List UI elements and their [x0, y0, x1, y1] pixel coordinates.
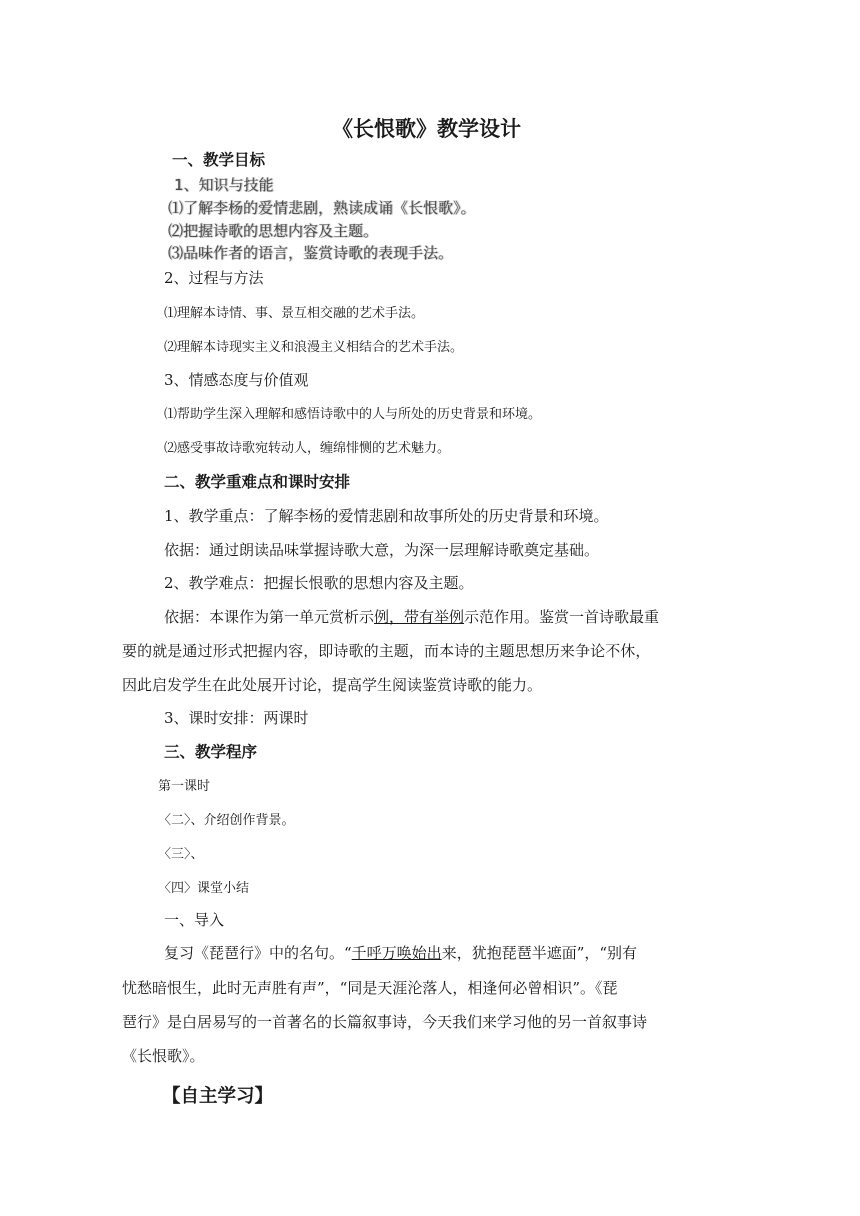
- class-hours: 3、课时安排：两课时: [164, 709, 309, 727]
- intro-line-4: 《长恨歌》。: [122, 1047, 205, 1065]
- subsection-emotion-values: 3、情感态度与价值观: [164, 371, 309, 389]
- first-lesson-label: 第一课时: [158, 779, 211, 794]
- key-point-text: 1、教学重点：了解李杨的爱情悲剧和故事所处的历史背景和环境。: [164, 507, 609, 525]
- section-2-heading: 二、教学重难点和课时安排: [164, 473, 351, 491]
- intro-text-a: 复习《琵琶行》中的名句。“: [164, 944, 352, 962]
- difficulty-text: 2、教学难点：把握长恨歌的思想内容及主题。: [164, 574, 474, 592]
- intro-line-2: 忧愁暗恨生，此时无声胜有声”，“同是天涯沦落人，相逢何必曾相识”。《琵: [122, 979, 618, 997]
- objective-item-1: ⑴了解李杨的爱情悲剧，熟读成诵《长恨歌》。: [168, 199, 476, 217]
- page-title: 《长恨歌》教学设计: [332, 116, 521, 141]
- procedure-item-2: 〈二〉、介绍创作背景。: [158, 813, 295, 828]
- self-study-heading: 【自主学习】: [162, 1086, 274, 1107]
- intro-text-c: 来，犹抱琵琶半遮面”，“别有: [441, 944, 638, 962]
- difficulty-basis-line-2: 要的就是通过形式把握内容，即诗歌的主题，而本诗的主题思想历来争论不休，: [122, 642, 651, 660]
- basis-underlined-text: 例，带有举例: [374, 608, 465, 626]
- emotion-item-1: ⑴帮助学生深入理解和感悟诗歌中的人与所处的历史背景和环境。: [164, 407, 542, 422]
- intro-heading: 一、导入: [164, 911, 225, 929]
- difficulty-basis-line-3: 因此启发学生在此处展开讨论，提高学生阅读鉴赏诗歌的能力。: [122, 676, 543, 694]
- procedure-item-4: 〈四〉课堂小结: [158, 881, 250, 896]
- section-3-heading: 三、教学程序: [164, 743, 258, 761]
- intro-line-3: 琶行》是白居易写的一首著名的长篇叙事诗，今天我们来学习他的另一首叙事诗: [122, 1013, 648, 1031]
- process-item-2: ⑵理解本诗现实主义和浪漫主义相结合的艺术手法。: [164, 340, 464, 355]
- basis-text-c: 示范作用。鉴赏一首诗歌最重: [464, 608, 660, 626]
- section-1-heading: 一、教学目标: [172, 151, 266, 169]
- emotion-item-2: ⑵感受事故诗歌宛转动人，缠绵悱恻的艺术魅力。: [164, 441, 451, 456]
- key-point-basis: 依据：通过朗读品味掌握诗歌大意，为深一层理解诗歌奠定基础。: [164, 541, 600, 559]
- basis-text-a: 依据：本课作为第一单元赏析示: [164, 608, 375, 626]
- difficulty-basis-line-1: [164, 607, 659, 627]
- subsection-knowledge-skills: 1、知识与技能: [174, 176, 274, 194]
- process-item-1: ⑴理解本诗情、事、景互相交融的艺术手法。: [164, 306, 425, 321]
- intro-underlined-quote: 千呼万唤始出: [351, 944, 442, 962]
- objective-item-2: ⑵把握诗歌的思想内容及主题。: [168, 222, 379, 240]
- objective-item-3: ⑶品味作者的语言，鉴赏诗歌的表现手法。: [168, 244, 454, 262]
- intro-line-1: [164, 943, 637, 963]
- procedure-item-3: 〈三〉、: [158, 847, 204, 862]
- subsection-process-methods: 2、过程与方法: [164, 269, 264, 287]
